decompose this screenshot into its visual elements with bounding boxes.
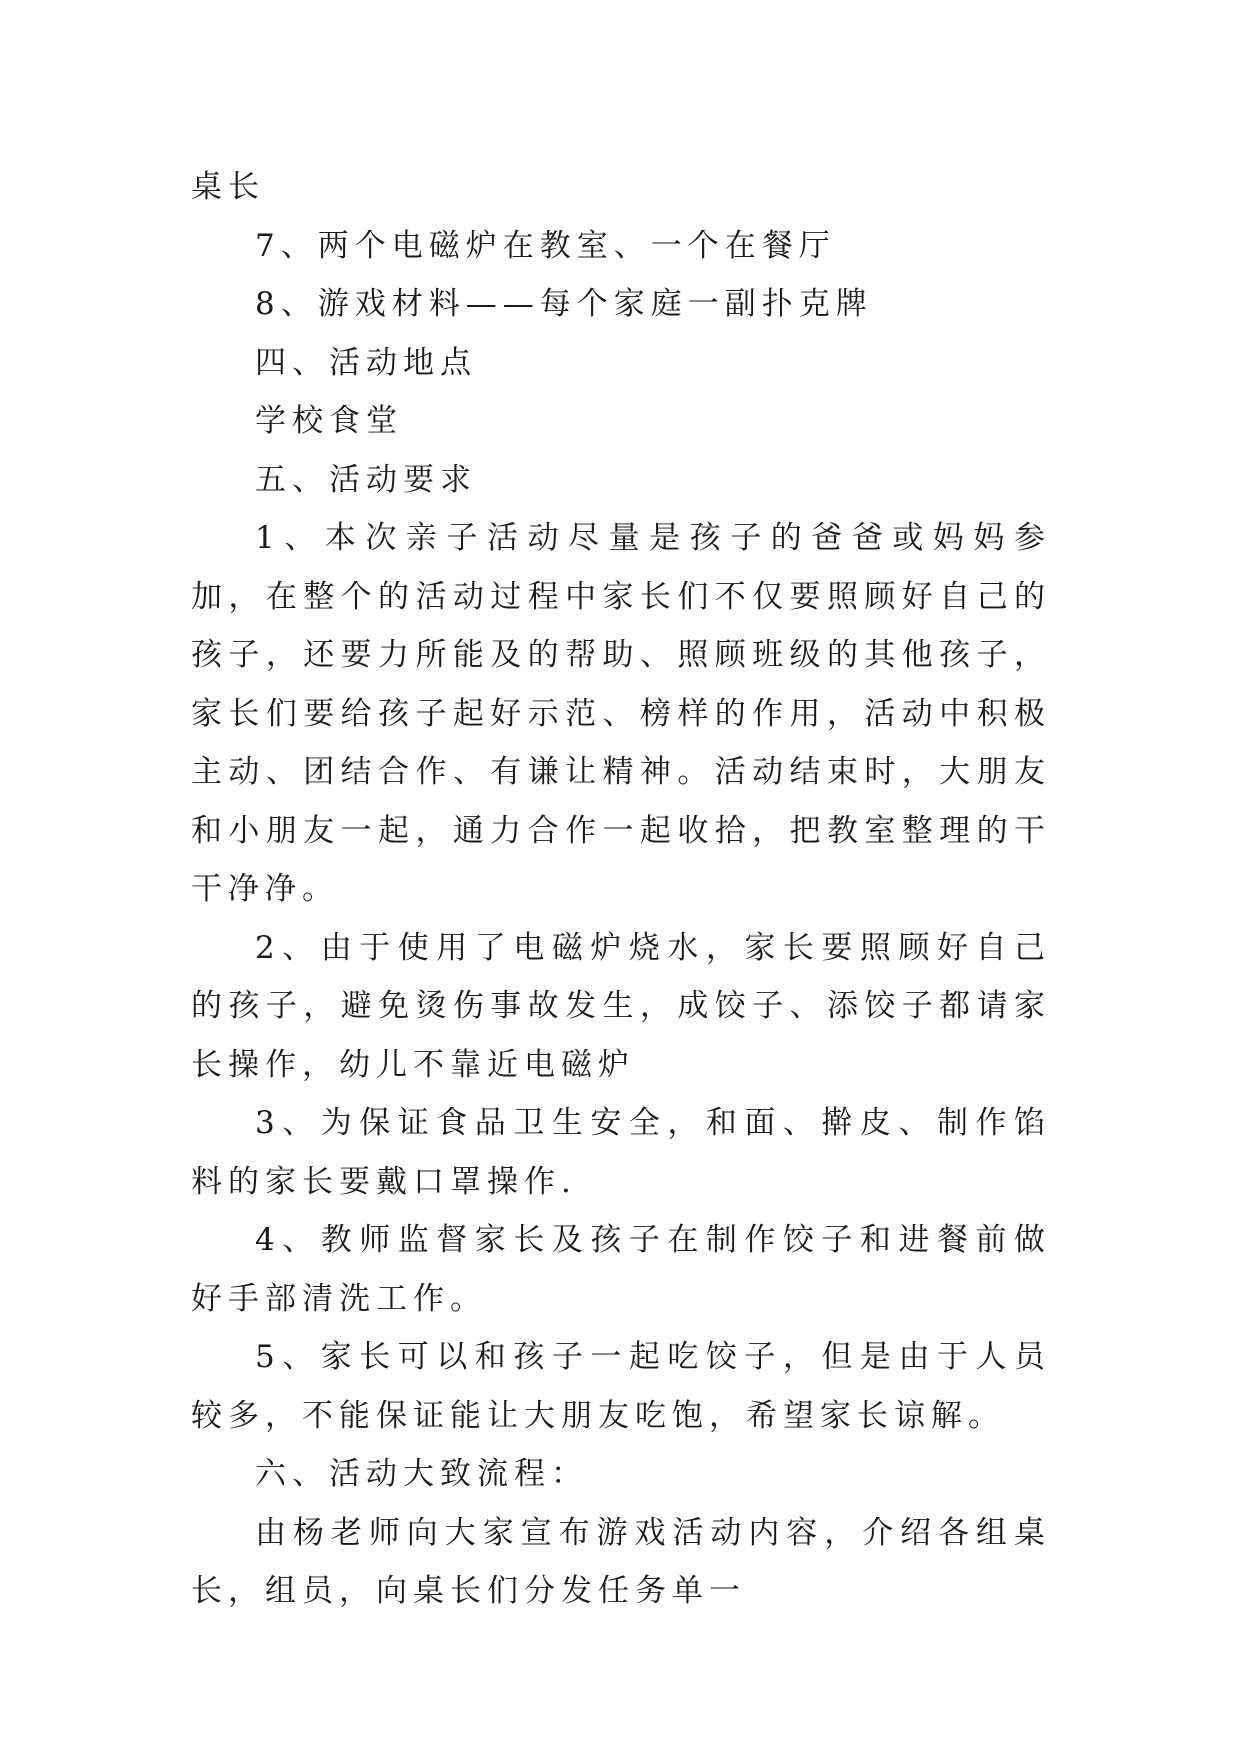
list-item-induction-cookers: 7、两个电磁炉在教室、一个在餐厅 xyxy=(255,227,836,264)
section-heading-location: 四、活动地点 xyxy=(255,344,477,381)
requirement-3: 3、为保证食品卫生安全，和面、擀皮、制作馅料的家长要戴口罩操作. xyxy=(191,1105,1051,1200)
section-heading-process: 六、活动大致流程： xyxy=(255,1456,588,1492)
requirement-4: 4、教师监督家长及孩子在制作饺子和进餐前做好手部清洗工作。 xyxy=(191,1222,1051,1317)
document-body xyxy=(191,158,1051,1621)
requirement-5: 5、家长可以和孩子一起吃饺子，但是由于人员较多，不能保证能让大朋友吃饱，希望家长谅解。 xyxy=(191,1339,1051,1434)
location-text: 学校食堂 xyxy=(255,403,403,439)
section-heading-requirements: 五、活动要求 xyxy=(255,461,477,498)
process-text: 由杨老师向大家宣布游戏活动内容，介绍各组桌长，组员，向桌长们分发任务单一 xyxy=(191,1514,1051,1609)
list-item-game-materials: 8、游戏材料——每个家庭一副扑克牌 xyxy=(255,286,873,322)
requirement-1: 1、本次亲子活动尽量是孩子的爸爸或妈妈参加，在整个的活动过程中家长们不仅要照顾好自己的孩子，还要力所能及的帮助、照顾班级的其他孩子，家长们要给孩子起好示范、榜样的作用，活动中积极主动、团结合作、有谦让精神。活动结束时，大朋友和小朋友一起，通力合作一起收拾，把教室整理的干干净净。 xyxy=(191,520,1051,907)
requirement-2: 2、由于使用了电磁炉烧水，家长要照顾好自己的孩子，避免烫伤事故发生，成饺子、添饺子都请家长操作，幼儿不靠近电磁炉 xyxy=(191,929,1051,1083)
paragraph-table-leader-continued: 桌长 xyxy=(191,169,265,205)
